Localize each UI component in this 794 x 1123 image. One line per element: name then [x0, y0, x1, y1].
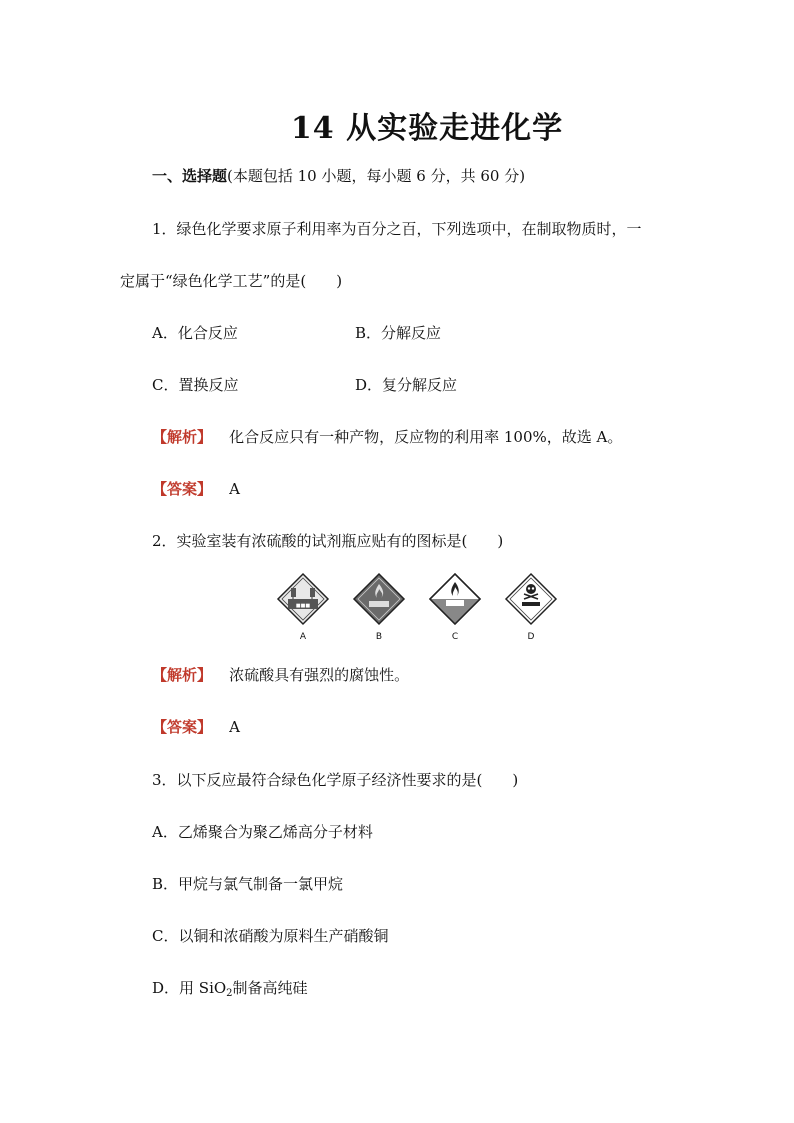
corrosive-icon [272, 572, 334, 628]
svg-text:■■■: ■■■ [295, 603, 311, 609]
hazard-sign-d [500, 572, 562, 642]
hazard-sign-b [348, 572, 410, 642]
q2-stem: 2．实验室装有浓硫酸的试剂瓶应贴有的图标是( ) [152, 532, 504, 550]
q3-option-b: B．甲烷与氯气制备一氯甲烷 [152, 875, 344, 893]
answer-text: A [229, 718, 240, 736]
analysis-text: 浓硫酸具有强烈的腐蚀性。 [229, 666, 410, 684]
q1-stem-line2: 定属于“绿色化学工艺”的是( ) [120, 272, 343, 290]
q2-answer [152, 716, 240, 737]
section-heading [152, 165, 525, 186]
option-d-suffix: 制备高纯硅 [232, 979, 308, 997]
hazard-sign-a [272, 572, 334, 642]
section-label: 一、选择题 [152, 167, 228, 185]
q3-option-c: C．以铜和浓硝酸为原料生产硝酸铜 [152, 927, 389, 945]
analysis-tag: 【解析】 [152, 666, 213, 684]
sign-label-a: A [299, 632, 307, 642]
section-note: (本题包括 10 小题，每小题 6 分，共 60 分) [227, 167, 526, 185]
sign-label-d: D [527, 632, 535, 642]
option-d-prefix: D．用 SiO [152, 979, 227, 997]
q2-analysis [152, 664, 409, 685]
answer-text: A [229, 480, 240, 498]
q1-option-b: B．分解反应 [355, 324, 442, 342]
q3-stem: 3．以下反应最符合绿色化学原子经济性要求的是( ) [152, 771, 519, 789]
q1-option-d: D．复分解反应 [355, 376, 458, 394]
flammable-gas-icon [348, 572, 410, 628]
answer-tag: 【答案】 [152, 480, 213, 498]
page-title: 14 从实验走进化学 [290, 111, 564, 146]
skull-crossbones-icon [500, 572, 562, 628]
analysis-tag: 【解析】 [152, 428, 213, 446]
hazard-signs-figure [272, 572, 562, 642]
sign-label-c: C [451, 632, 459, 642]
q1-stem-line1: 1．绿色化学要求原子利用率为百分之百，下列选项中，在制取物质时，一 [152, 220, 642, 238]
sign-label-b: B [375, 632, 383, 642]
hazard-sign-c [424, 572, 486, 642]
analysis-text: 化合反应只有一种产物，反应物的利用率 100%，故选 A。 [229, 428, 623, 446]
q3-option-d [152, 977, 308, 999]
flame-icon [424, 572, 486, 628]
q1-option-a: A．化合反应 [152, 324, 238, 342]
q1-analysis [152, 426, 622, 447]
option-d-subscript: 2 [226, 988, 233, 999]
q1-option-c: C．置换反应 [152, 376, 239, 394]
answer-tag: 【答案】 [152, 718, 213, 736]
q1-answer [152, 478, 240, 499]
q3-option-a: A．乙烯聚合为聚乙烯高分子材料 [152, 823, 373, 841]
